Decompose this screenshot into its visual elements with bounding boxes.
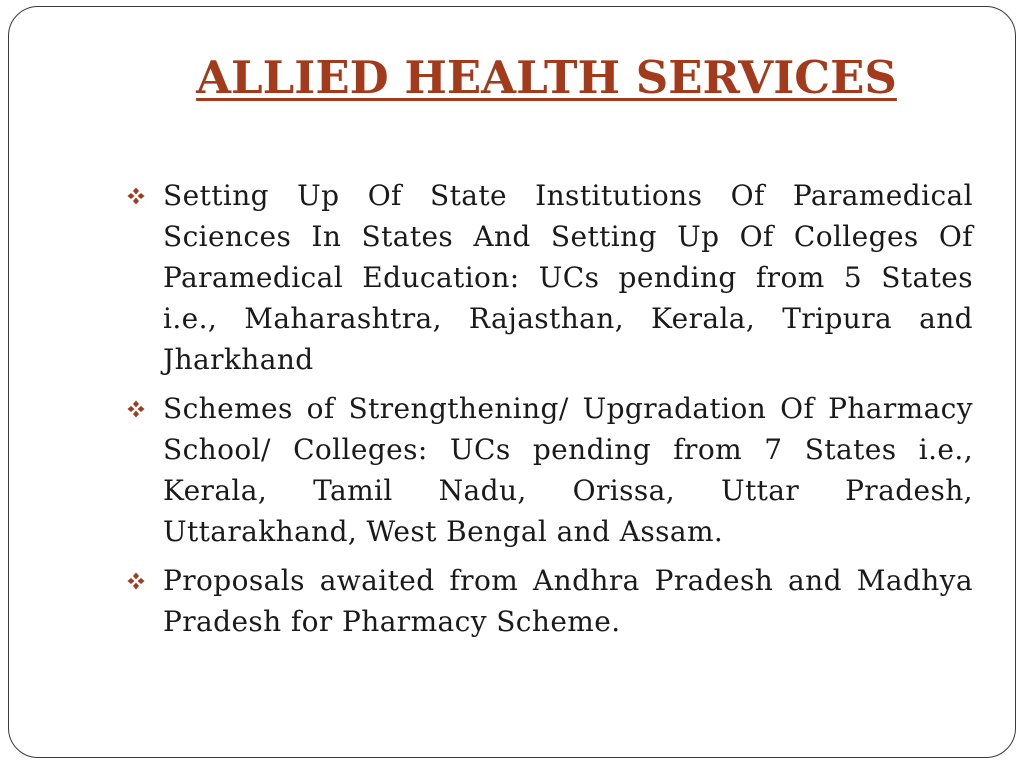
bullet-item (121, 175, 973, 380)
bullet-text: Schemes of Strengthening/ Upgradation Of Pharmacy School/ Colleges: UCs pending from 7 States i.e., Kerala, Tamil Nadu, Orissa, Uttar Pradesh, Uttarakhand, West Bengal and Assam. (163, 392, 973, 548)
bullet-item (121, 388, 973, 552)
bullet-item (121, 560, 973, 642)
diamond-icon (127, 400, 145, 418)
bullet-list (121, 175, 973, 650)
diamond-icon (127, 187, 145, 205)
slide-title: ALLIED HEALTH SERVICES (196, 51, 897, 104)
bullet-text: Proposals awaited from Andhra Pradesh and Madhya Pradesh for Pharmacy Scheme. (163, 564, 973, 638)
slide-frame (8, 6, 1016, 758)
bullet-text: Setting Up Of State Institutions Of Paramedical Sciences In States And Setting Up Of Colleges Of Paramedical Education: UCs pending from 5 States i.e., Maharashtra, Rajasthan, Kerala, Tripura and Jharkhand (163, 179, 973, 376)
diamond-icon (127, 572, 145, 590)
